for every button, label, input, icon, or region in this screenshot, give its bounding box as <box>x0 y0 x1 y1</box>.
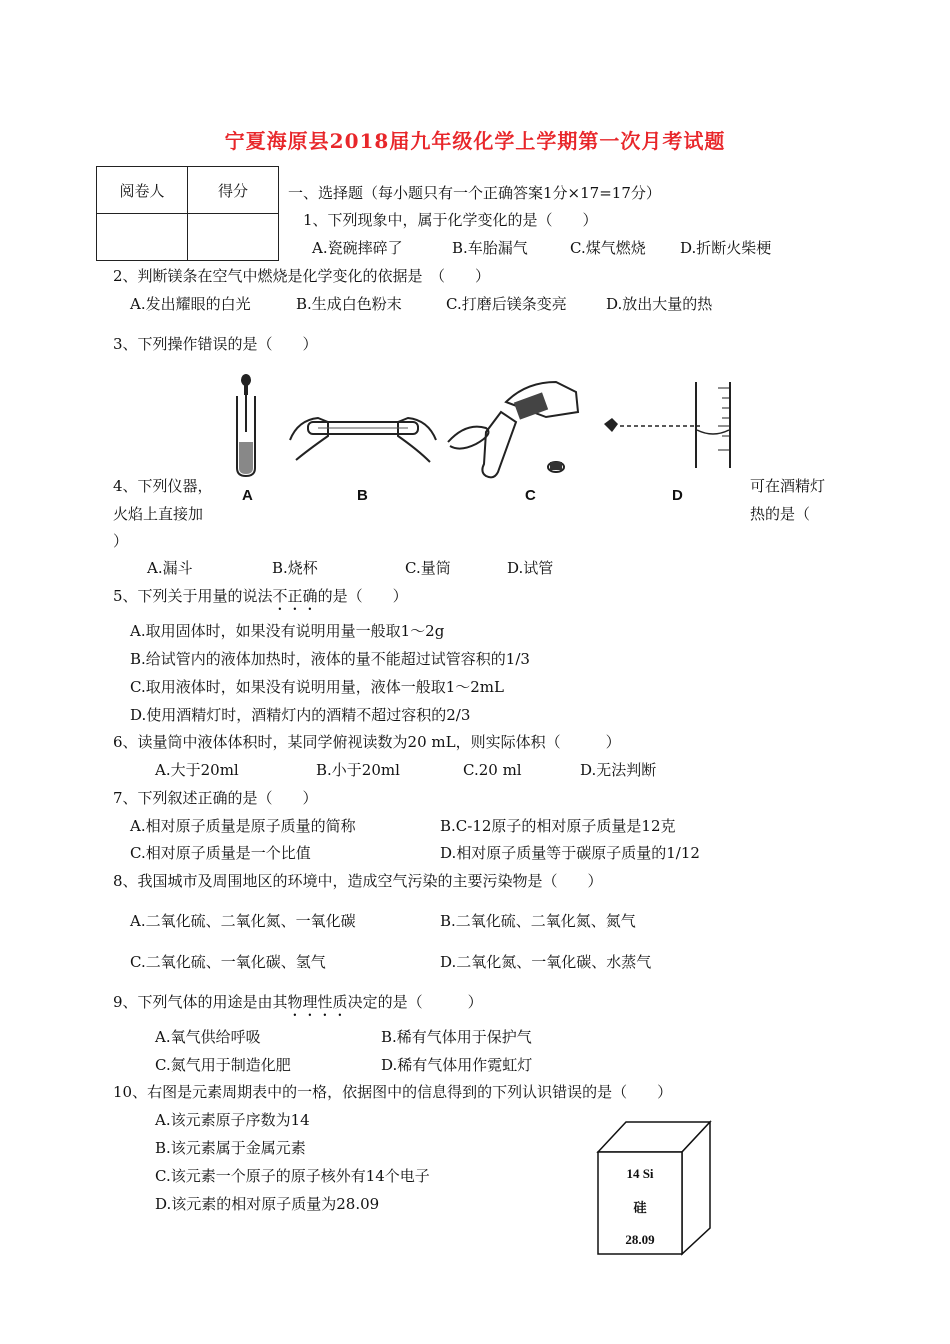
q4-option-d: D.试管 <box>507 559 554 577</box>
figure-a-dropper-test-tube <box>228 372 264 482</box>
q3-stem: 3、下列操作错误的是（ ） <box>113 335 318 353</box>
q9-stem-emphasis: 物理性质 <box>287 993 348 1011</box>
q7-option-d: D.相对原子质量等于碳原子质量的1/12 <box>440 844 700 862</box>
q5-stem <box>113 586 408 614</box>
q1-stem: 1、下列现象中，属于化学变化的是（ ） <box>303 211 598 229</box>
figure-a-label: A <box>242 487 253 504</box>
q9-option-b: B.稀有气体用于保护气 <box>381 1028 532 1046</box>
grader-score-table <box>96 166 279 261</box>
element-name: 硅 <box>633 1200 647 1215</box>
q7-stem: 7、下列叙述正确的是（ ） <box>113 789 318 807</box>
element-mass: 28.09 <box>625 1232 655 1247</box>
q7-option-b: B.C-12原子的相对原子质量是12克 <box>440 817 676 835</box>
figure-c-label: C <box>525 487 536 504</box>
q10-option-c: C.该元素一个原子的原子核外有14个电子 <box>155 1167 430 1185</box>
q5-option-c: C.取用液体时，如果没有说明用量，液体一般取1～2mL <box>130 678 504 696</box>
page-title: 宁夏海原县2018届九年级化学上学期第一次月考试题 <box>224 129 726 153</box>
q2-option-b: B.生成白色粉末 <box>296 295 402 313</box>
q8-option-b: B.二氧化硫、二氧化氮、氮气 <box>440 912 636 930</box>
grader-cell <box>97 214 188 261</box>
q7-option-a: A.相对原子质量是原子质量的简称 <box>130 817 356 835</box>
figure-b-label: B <box>357 487 368 504</box>
q10-stem: 10、右图是元素周期表中的一格，依据图中的信息得到的下列认识错误的是（ ） <box>113 1083 673 1101</box>
q4-stem-end: ） <box>113 532 129 550</box>
q10-option-d: D.该元素的相对原子质量为28.09 <box>155 1195 380 1213</box>
q5-option-a: A.取用固体时，如果没有说明用量一般取1～2g <box>130 622 445 640</box>
q7-option-c: C.相对原子质量是一个比值 <box>130 844 311 862</box>
q4-stem-part2: 火焰上直接加 <box>113 505 204 523</box>
figure-b-tube-in-hands <box>288 400 438 470</box>
q9-option-d: D.稀有气体用作霓虹灯 <box>381 1056 533 1074</box>
element-number-symbol: 14 Si <box>626 1166 654 1181</box>
score-header: 得分 <box>188 167 279 214</box>
q1-option-b: B.车胎漏气 <box>452 239 528 257</box>
q4-option-b: B.烧杯 <box>272 559 318 577</box>
q4-stem-part4: 热的是（ <box>750 505 811 523</box>
q6-option-b: B.小于20ml <box>316 761 400 779</box>
q9-option-a: A.氧气供给呼吸 <box>155 1028 261 1046</box>
q5-stem-start: 5、下列关于用量的说法 <box>113 587 273 605</box>
figure-c-pouring-bottle <box>446 372 586 482</box>
q10-option-a: A.该元素原子序数为14 <box>155 1111 310 1129</box>
q4-stem-part1: 4、下列仪器， <box>113 477 213 495</box>
q9-stem <box>113 992 483 1020</box>
q5-option-b: B.给试管内的液体加热时，液体的量不能超过试管容积的1/3 <box>130 650 530 668</box>
q6-option-c: C.20 ml <box>463 761 522 779</box>
section-heading: 一、选择题（每小题只有一个正确答案1分×17=17分） <box>288 184 661 202</box>
q4-option-a: A.漏斗 <box>147 559 193 577</box>
q1-option-c: C.煤气燃烧 <box>570 239 646 257</box>
q1-option-a: A.瓷碗摔碎了 <box>312 239 403 257</box>
q9-stem-start: 9、下列气体的用途是由其 <box>113 993 288 1011</box>
q9-option-c: C.氮气用于制造化肥 <box>155 1056 291 1074</box>
q5-stem-emphasis: 不正确 <box>272 587 318 605</box>
q6-option-a: A.大于20ml <box>155 761 239 779</box>
q1-option-d: D.折断火柴梗 <box>680 239 772 257</box>
q2-stem: 2、判断镁条在空气中燃烧是化学变化的依据是 （ ） <box>113 267 491 285</box>
grader-header: 阅卷人 <box>97 167 188 214</box>
q4-option-c: C.量筒 <box>405 559 451 577</box>
q9-stem-end: 决定的是（ ） <box>347 993 483 1011</box>
q2-option-a: A.发出耀眼的白光 <box>130 295 251 313</box>
q8-option-d: D.二氧化氮、一氧化碳、水蒸气 <box>440 953 652 971</box>
q5-option-d: D.使用酒精灯时，酒精灯内的酒精不超过容积的2/3 <box>130 706 471 724</box>
q6-stem: 6、读量筒中液体体积时，某同学俯视读数为20 mL，则实际体积（ ） <box>113 733 621 751</box>
q8-option-c: C.二氧化硫、一氧化碳、氢气 <box>130 953 326 971</box>
q8-stem: 8、我国城市及周围地区的环境中，造成空气污染的主要污染物是（ ） <box>113 872 603 890</box>
q4-stem-part3: 可在酒精灯 <box>750 477 826 495</box>
score-cell <box>188 214 279 261</box>
q6-option-d: D.无法判断 <box>580 761 657 779</box>
q2-option-d: D.放出大量的热 <box>606 295 713 313</box>
q2-option-c: C.打磨后镁条变亮 <box>446 295 567 313</box>
q10-option-b: B.该元素属于金属元素 <box>155 1139 306 1157</box>
figure-d-graduated-cylinder <box>600 378 740 478</box>
q5-stem-end: 的是（ ） <box>317 587 408 605</box>
q8-option-a: A.二氧化硫、二氧化氮、一氧化碳 <box>130 912 356 930</box>
figure-d-label: D <box>672 487 683 504</box>
